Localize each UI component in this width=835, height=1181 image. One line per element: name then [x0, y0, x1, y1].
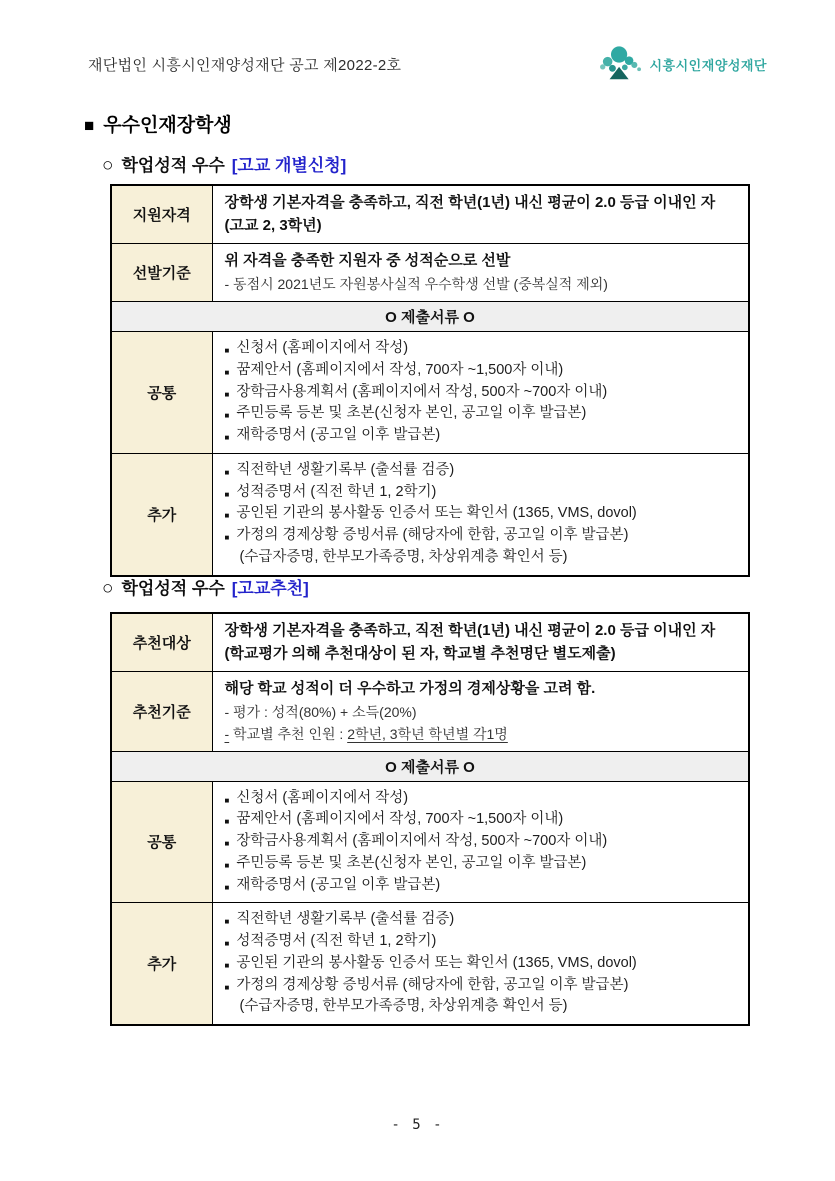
doc-item-text: 장학금사용계획서 (홈페이지에서 작성, 500자 ~700자 이내) [236, 383, 608, 400]
scholarship-table-recommendation [110, 612, 750, 1026]
doc-item-text: 성적증명서 (직전 학년 1, 2학기) [236, 483, 437, 500]
common-docs-cell [212, 781, 749, 903]
doc-item-text: 재학증명서 (공고일 이후 발급본) [236, 427, 441, 443]
square-bullet-icon: ■ [224, 367, 230, 377]
doc-item-text: 주민등록 등본 및 초본(신청자 본인, 공고일 이후 발급본) [236, 405, 587, 422]
doc-item-text: 재학증명서 (공고일 이후 발급본) [236, 876, 441, 893]
list-item [225, 875, 737, 897]
row-label-common: 공통 [111, 781, 212, 903]
row-label-recommend-criteria: 추천기준 [111, 672, 212, 752]
table-row [111, 903, 749, 1025]
common-docs-cell [212, 332, 749, 454]
list-item [225, 809, 737, 831]
extra-docs-cell [212, 903, 749, 1025]
list-item [225, 403, 737, 425]
doc-item-text: 직전학년 생활기록부 (출석률 검증) [236, 911, 455, 928]
doc-item-text: 가정의 경제상황 증빙서류 (해당자에 한함, 공고일 이후 발급본) [236, 976, 629, 993]
square-bullet-icon: ■ [224, 817, 230, 827]
square-bullet-icon: ■ [224, 839, 230, 848]
foundation-logo [599, 44, 767, 84]
list-item [225, 482, 737, 504]
square-bullet-icon: ■ [224, 489, 230, 499]
doc-item-text: 꿈제안서 (홈페이지에서 작성, 700자 ~1,500자 이내) [236, 811, 564, 828]
submission-docs-header: O 제출서류 O [111, 751, 749, 781]
submission-docs-header: O 제출서류 O [111, 302, 749, 332]
list-item [225, 425, 737, 447]
criteria-sub-text: - 동점시 2021년도 자원봉사실적 우수학생 선발 (중복실적 제외) [224, 275, 608, 292]
circle-marker-icon: ○ [102, 155, 114, 176]
list-item [225, 975, 737, 997]
page-title-text: 우수인재장학생 [103, 115, 232, 136]
common-docs-list [225, 788, 737, 897]
list-item [225, 909, 737, 931]
extra-docs-cell [212, 453, 749, 575]
square-bullet-icon: ■ [224, 860, 230, 870]
doc-item-text: 공인된 기관의 봉사활동 인증서 또는 확인서 (1365, VMS, dovol) [236, 505, 637, 522]
row-label-target: 추천대상 [111, 613, 212, 672]
recommend-quota-label: 학교별 추천 인원 : [229, 725, 348, 742]
list-item [225, 360, 737, 382]
list-item [225, 460, 737, 482]
square-bullet-icon: ■ [224, 917, 230, 927]
table-row [111, 751, 749, 781]
table-row [111, 244, 749, 302]
section-heading-text: 학업성적 우수 [121, 579, 225, 598]
row-label-extra: 추가 [111, 453, 212, 575]
dash-marker: - [224, 725, 230, 742]
page-number: - 5 - [391, 1117, 444, 1133]
target-text: 장학생 기본자격을 충족하고, 직전 학년(1년) 내신 평균이 2.0 등급 이내인 자 (학교평가 의해 추천대상이 된 자, 학교별 추천명단 별도제출) [224, 622, 716, 662]
list-item [225, 525, 737, 547]
criteria-text-cell [212, 244, 749, 302]
square-bullet-icon: ■ [224, 960, 230, 970]
row-label-extra: 추가 [111, 903, 212, 1025]
square-bullet-icon: ■ [224, 511, 230, 521]
row-label-qualification: 지원자격 [111, 185, 212, 244]
list-item [225, 853, 737, 875]
logo-tree-icon [599, 44, 643, 84]
list-item [225, 953, 737, 975]
document-header [88, 44, 767, 84]
square-bullet-icon: ■ [224, 411, 230, 421]
square-marker-icon: ■ [84, 116, 95, 135]
document-number: 재단법인 시흥시인재양성재단 공고 제2022-2호 [88, 56, 402, 74]
extra-docs-list [225, 460, 737, 547]
square-bullet-icon: ■ [224, 433, 230, 442]
circle-marker-icon: ○ [102, 578, 114, 599]
list-item [225, 338, 737, 360]
table-row [111, 185, 749, 244]
extra-docs-note: (수급자증명, 한부모가족증명, 차상위계층 확인서 등) [239, 548, 568, 565]
square-bullet-icon: ■ [224, 533, 230, 542]
list-item [225, 503, 737, 525]
list-item [225, 382, 737, 404]
square-bullet-icon: ■ [224, 939, 230, 948]
qualification-text: 장학생 기본자격을 충족하고, 직전 학년(1년) 내신 평균이 2.0 등급 이내인 자 (고교 2, 3학년) [224, 194, 716, 234]
table-row [111, 672, 749, 752]
section-heading-tag: [고교 개별신청] [231, 156, 347, 175]
square-bullet-icon: ■ [224, 346, 230, 355]
square-bullet-icon: ■ [224, 982, 230, 992]
recommend-criteria-sub1: - 평가 : 성적(80%) + 소득(20%) [224, 703, 417, 720]
common-docs-list [225, 338, 737, 447]
doc-item-text: 꿈제안서 (홈페이지에서 작성, 700자 ~1,500자 이내) [236, 361, 564, 378]
doc-item-text: 공인된 기관의 봉사활동 인증서 또는 확인서 (1365, VMS, dovol) [236, 954, 637, 971]
section-heading-text: 학업성적 우수 [121, 156, 225, 175]
section-heading-recommendation [102, 574, 309, 600]
row-label-criteria: 선발기준 [111, 244, 212, 302]
logo-text: 시흥시인재양성재단 [649, 57, 767, 73]
section-heading-tag: [고교추천] [231, 579, 309, 598]
list-item [225, 788, 737, 810]
square-bullet-icon: ■ [224, 389, 230, 399]
doc-item-text: 장학금사용계획서 (홈페이지에서 작성, 500자 ~700자 이내) [236, 833, 608, 849]
target-text-cell [212, 613, 749, 672]
row-label-common: 공통 [111, 332, 212, 454]
list-item [225, 831, 737, 853]
table-row [111, 613, 749, 672]
recommend-criteria-main: 해당 학교 성적이 더 우수하고 가정의 경제상황을 고려 함. [224, 680, 596, 697]
square-bullet-icon: ■ [224, 795, 230, 805]
square-bullet-icon: ■ [224, 882, 230, 892]
doc-item-text: 신청서 (홈페이지에서 작성) [236, 340, 409, 356]
table-row [111, 453, 749, 575]
doc-item-text: 성적증명서 (직전 학년 1, 2학기) [236, 933, 437, 949]
doc-item-text: 주민등록 등본 및 초본(신청자 본인, 공고일 이후 발급본) [236, 854, 587, 871]
doc-item-text: 직전학년 생활기록부 (출석률 검증) [236, 461, 455, 478]
table-row [111, 302, 749, 332]
recommend-criteria-cell [212, 672, 749, 752]
list-item [225, 931, 737, 953]
page-title [84, 110, 232, 137]
square-bullet-icon: ■ [224, 467, 230, 477]
section-heading-individual [102, 151, 346, 177]
extra-docs-list [225, 909, 737, 996]
table-row [111, 332, 749, 454]
doc-item-text: 신청서 (홈페이지에서 작성) [236, 789, 409, 806]
scholarship-table-individual [110, 184, 750, 577]
qualification-text-cell [212, 185, 749, 244]
extra-docs-note: (수급자증명, 한부모가족증명, 차상위계층 확인서 등) [239, 998, 568, 1015]
recommend-criteria-sub2 [225, 724, 737, 745]
table-row [111, 781, 749, 903]
criteria-main-text: 위 자격을 충족한 지원자 중 성적순으로 선발 [224, 252, 511, 270]
doc-item-text: 가정의 경제상황 증빙서류 (해당자에 한함, 공고일 이후 발급본) [236, 527, 629, 543]
recommend-quota-value: 2학년, 3학년 학년별 각1명 [347, 725, 508, 742]
